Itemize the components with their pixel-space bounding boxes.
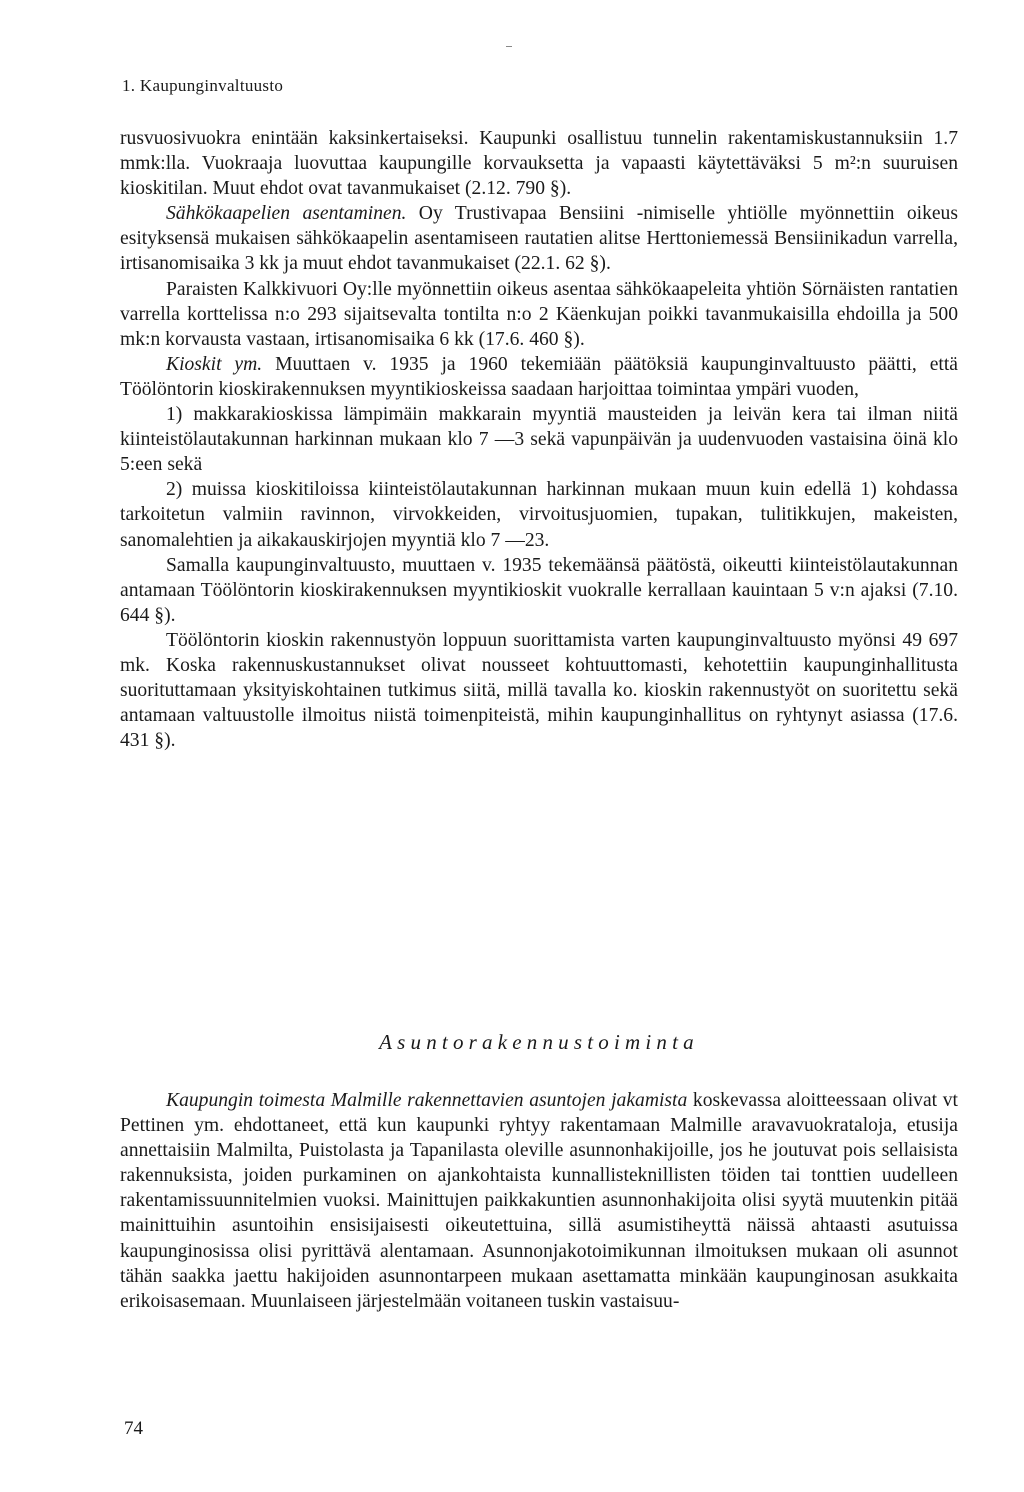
paragraph-sahkokaapelien (120, 201, 958, 276)
paragraph-text-malmi: koskevassa aloitteessaan olivat vt Pettinen ym. ehdottaneet, että kun kaupunki ryhtyy rakentamaan Malmille aravavuokrataloja, etusija annettaisiin Malmilta, Puistolasta ja Tapanilasta oleville asunnonhakijoille, jos he joutuvat pois sellaisista rakennuksista, joiden purkaminen on ajankohtaista kunnallisteknillisten töiden tai tonttien uudelleen rakentamissuunnitelmien vuoksi. Mainittujen paikkakuntien asunnonhakijoita olisi syytä muutenkin pitää mainittuihin asuntoihin ensisijaisesti oikeutettuina, sillä asumistiheyttä näissä ahtaasti asutuissa kaupunginosissa olisi pyrittävä alentamaan. Asunnonjakotoimikunnan ilmoituksen mukaan oli asunnot tähän saakka jaettu hakijoiden asunnontarpeen mukaan asettamatta minkään kaupunginosan asukkaita erikoisasemaan. Muunlaiseen järjestelmään voitaneen tuskin vastaisuu- (120, 1090, 958, 1312)
paragraph-toolontorin: Töölöntorin kioskin rakennustyön loppuun suorittamista varten kaupunginvaltuusto myönsi 49 697 mk. Koska rakennuskustannukset olivat nousseet kohtuuttomasti, kehotettiin kaupunginhallitusta suorituttamaan yksityiskohtainen tutkimus siitä, millä tavalla ko. kioskin rakennustyöt on suoritettu sekä antamaan valtuustolle ilmoitus niistä toimenpiteistä, mihin kaupunginhallitus on ryhtynyt asiassa (17.6. 431 §). (120, 629, 958, 752)
paragraph-text-kioskit: Muuttaen v. 1935 ja 1960 tekemiään päätöksiä kaupunginvaltuusto päätti, että Töölöntorin kioskirakennuksen myyntikioskeissa saadaan harjoittaa toimintaa ympäri vuoden, (120, 353, 958, 400)
scan-mark (506, 46, 512, 47)
paragraph-list-item-2: 2) muissa kioskitiloissa kiinteistölautakunnan harkinnan mukaan muun kuin edellä 1) kohdassa tarkoitetun valmiin ravinnon, virvokkeiden, virvoitusjuomien, tupakan, tulitikkujen, makeisten, sanomalehtien ja aikakauskirjojen myyntiä klo 7 —23. (120, 479, 958, 551)
running-head: 1. Kaupunginvaltuusto (122, 76, 284, 95)
paragraph-title-kioskit: Kioskit ym. (166, 353, 263, 375)
section-heading-asuntorakennustoiminta: Asuntorakennustoiminta (379, 1030, 699, 1054)
paragraph-vuokra: rusvuosivuokra enintään kaksinkertaiseksi. Kaupunki osallistuu tunnelin rakentamiskustannuksiin 1.7 mmk:lla. Vuokraaja luovuttaa kaupungille korvauksetta ja vapaasti käytettäväksi 5 m²:n suuruisen kioskitilan. Muut ehdot ovat tavanmukaiset (2.12. 790 §). (120, 128, 958, 200)
paragraph-text-sahkokaapelien: Oy Trustivapaa Bensiini -nimiselle yhtiölle myönnettiin oikeus esityksensä mukaisen sähkökaapelin asentamiseen rautatien alitse Herttoniemessä Bensiinikadun varrella, irtisanomisaika 3 kk ja muut ehdot tavanmukaiset (22.1. 62 §). (120, 203, 958, 275)
paragraph-title-malmi: Kaupungin toimesta Malmille rakennettavien asuntojen jakamista (166, 1090, 688, 1111)
section-asuntorakennustoiminta-body (120, 1088, 958, 1314)
paragraph-paraisten: Paraisten Kalkkivuori Oy:lle myönnettiin oikeus asentaa sähkökaapeleita yhtiön Sörnäisten rantatien varrella korttelissa n:o 293 sijaitsevalta tontilta n:o 2 Käenkujan poikki tavanmukaisilla ehdoilla ja 500 mk:n korvausta vastaan, irtisanomisaika 6 kk (17.6. 460 §). (120, 278, 958, 350)
paragraph-list-item-1: 1) makkarakioskissa lämpimäin makkarain myyntiä mausteiden ja leivän kera tai ilman niitä kiinteistölautakunnan harkinnan mukaan klo 7 —3 sekä vapunpäivän ja uudenvuoden vastaisina öinä klo 5:een sekä (120, 404, 958, 476)
page-number: 74 (124, 1418, 143, 1439)
paragraph-kioskit (120, 352, 958, 402)
paragraph-title-sahkokaapelien: Sähkökaapelien asentaminen. (166, 203, 407, 225)
paragraph-malmi (120, 1088, 958, 1314)
section-kaupunginvaltuusto-body (120, 126, 958, 753)
paragraph-samalla: Samalla kaupunginvaltuusto, muuttaen v. 1935 tekemäänsä päätöstä, oikeutti kiinteistölautakunnan antamaan Töölöntorin kioskirakennuksen myyntikioskit vuokralle kerrallaan kauintaan 5 v:n ajaksi (7.10. 644 §). (120, 554, 958, 626)
